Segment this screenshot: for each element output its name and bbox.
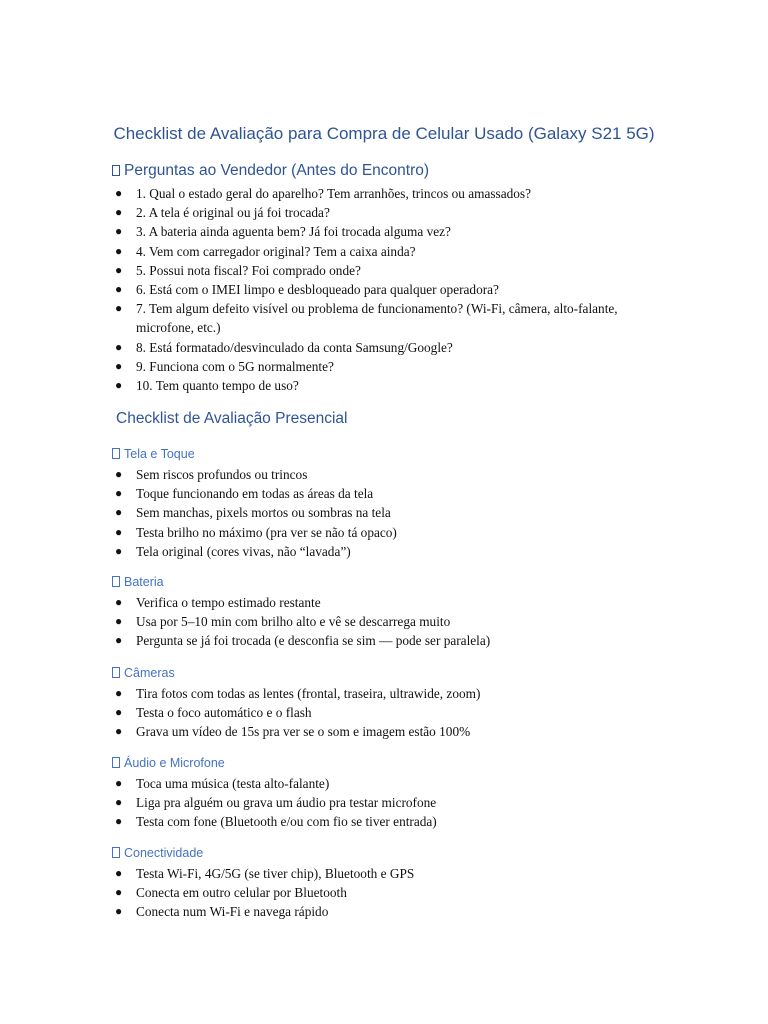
seller-questions-heading: Perguntas ao Vendedor (Antes do Encontro)	[112, 162, 429, 180]
section-heading-connectivity: Conectividade	[112, 846, 203, 860]
list-item: ● 3. A bateria ainda aguenta bem? Já foi trocada alguma vez?	[112, 222, 652, 241]
bullet-icon: ●	[115, 814, 123, 829]
bullet-icon: ●	[115, 776, 123, 790]
list-item: ● Toque funcionando em todas as áreas da tela	[112, 484, 652, 503]
bullet-icon: ●	[115, 795, 123, 810]
box-icon	[112, 448, 120, 459]
bullet-icon: ●	[115, 205, 123, 220]
list-item: ● Usa por 5–10 min com brilho alto e vê se descarrega muito	[112, 612, 652, 631]
bullet-icon: ●	[115, 505, 123, 520]
list-item: ● 1. Qual o estado geral do aparelho? Tem arranhões, trincos ou amassados?	[112, 184, 652, 203]
list-item: ● 8. Está formatado/desvinculado da conta Samsung/Google?	[112, 338, 652, 357]
list-item: ● Toca uma música (testa alto-falante)	[112, 774, 652, 793]
bullet-icon: ●	[115, 614, 123, 629]
list-item: ● 7. Tem algum defeito visível ou problema de funcionamento? (Wi-Fi, câmera, alto-falante, microfone, etc.)	[115, 301, 618, 336]
bullet-icon: ●	[115, 543, 123, 558]
bullet-icon: ●	[115, 339, 123, 354]
box-icon	[112, 165, 120, 176]
list-item: ● Conecta em outro celular por Bluetooth	[112, 883, 652, 902]
list-item: ● Testa o foco automático e o flash	[112, 703, 652, 722]
document-title: Checklist de Avaliação para Compra de Celular Usado (Galaxy S21 5G)	[113, 124, 655, 143]
bullet-icon: ●	[115, 224, 123, 239]
bullet-icon: ●	[115, 301, 123, 316]
list-item: ● Tela original (cores vivas, não “lavada”)	[112, 542, 652, 561]
list-item: ● Sem riscos profundos ou trincos	[112, 465, 652, 484]
bullet-icon: ●	[115, 904, 123, 919]
bullet-icon: ●	[115, 524, 123, 539]
bullet-icon: ●	[115, 686, 123, 700]
list-item: ● 6. Está com o IMEI limpo e desbloqueado para qualquer operadora?	[112, 280, 652, 299]
bullet-icon: ●	[115, 885, 123, 900]
battery-checklist	[112, 593, 652, 651]
list-item: ● Testa brilho no máximo (pra ver se não tá opaco)	[112, 523, 652, 542]
connectivity-checklist	[112, 864, 652, 922]
bullet-icon: ●	[115, 262, 123, 277]
bullet-icon: ●	[115, 282, 123, 297]
bullet-icon: ●	[115, 243, 123, 258]
screen-checklist	[112, 465, 652, 561]
section-heading-audio: Áudio e Microfone	[112, 756, 225, 770]
cameras-checklist	[112, 684, 652, 742]
section-heading-cameras: Câmeras	[112, 666, 175, 680]
section-heading-screen: Tela e Toque	[112, 447, 195, 461]
box-icon	[112, 576, 120, 587]
list-item: ● 9. Funciona com o 5G normalmente?	[112, 357, 652, 376]
list-item: ● Conecta num Wi-Fi e navega rápido	[112, 902, 652, 921]
list-item: ● Verifica o tempo estimado restante	[112, 593, 652, 612]
bullet-icon: ●	[115, 358, 123, 373]
list-item: ● 4. Vem com carregador original? Tem a caixa ainda?	[112, 242, 652, 261]
box-icon	[112, 757, 120, 768]
bullet-icon: ●	[115, 486, 123, 501]
list-item: ● 10. Tem quanto tempo de uso?	[112, 376, 652, 395]
list-item: ● Liga pra alguém ou grava um áudio pra testar microfone	[112, 793, 652, 812]
list-item: ● Grava um vídeo de 15s pra ver se o som e imagem estão 100%	[112, 722, 652, 741]
list-item: ● 5. Possui nota fiscal? Foi comprado onde?	[112, 261, 652, 280]
section-heading-battery: Bateria	[112, 575, 164, 589]
bullet-icon: ●	[115, 633, 123, 648]
inperson-checklist-heading: Checklist de Avaliação Presencial	[116, 410, 348, 427]
bullet-icon: ●	[115, 866, 123, 880]
list-item: ● Testa com fone (Bluetooth e/ou com fio se tiver entrada)	[112, 812, 652, 831]
list-item: ● Sem manchas, pixels mortos ou sombras na tela	[112, 503, 652, 522]
list-item: ● Pergunta se já foi trocada (e desconfia se sim — pode ser paralela)	[112, 631, 652, 650]
bullet-icon: ●	[115, 467, 123, 481]
list-item: ● Testa Wi-Fi, 4G/5G (se tiver chip), Bluetooth e GPS	[112, 864, 652, 883]
list-item: ● 2. A tela é original ou já foi trocada?	[112, 203, 652, 222]
seller-questions-list	[112, 184, 652, 395]
box-icon	[112, 847, 120, 858]
bullet-icon: ●	[115, 595, 123, 609]
box-icon	[112, 667, 120, 678]
list-item: ● Tira fotos com todas as lentes (frontal, traseira, ultrawide, zoom)	[112, 684, 652, 703]
bullet-icon: ●	[115, 724, 123, 739]
bullet-icon: ●	[115, 186, 123, 200]
bullet-icon: ●	[115, 378, 123, 393]
bullet-icon: ●	[115, 705, 123, 720]
audio-checklist	[112, 774, 652, 832]
